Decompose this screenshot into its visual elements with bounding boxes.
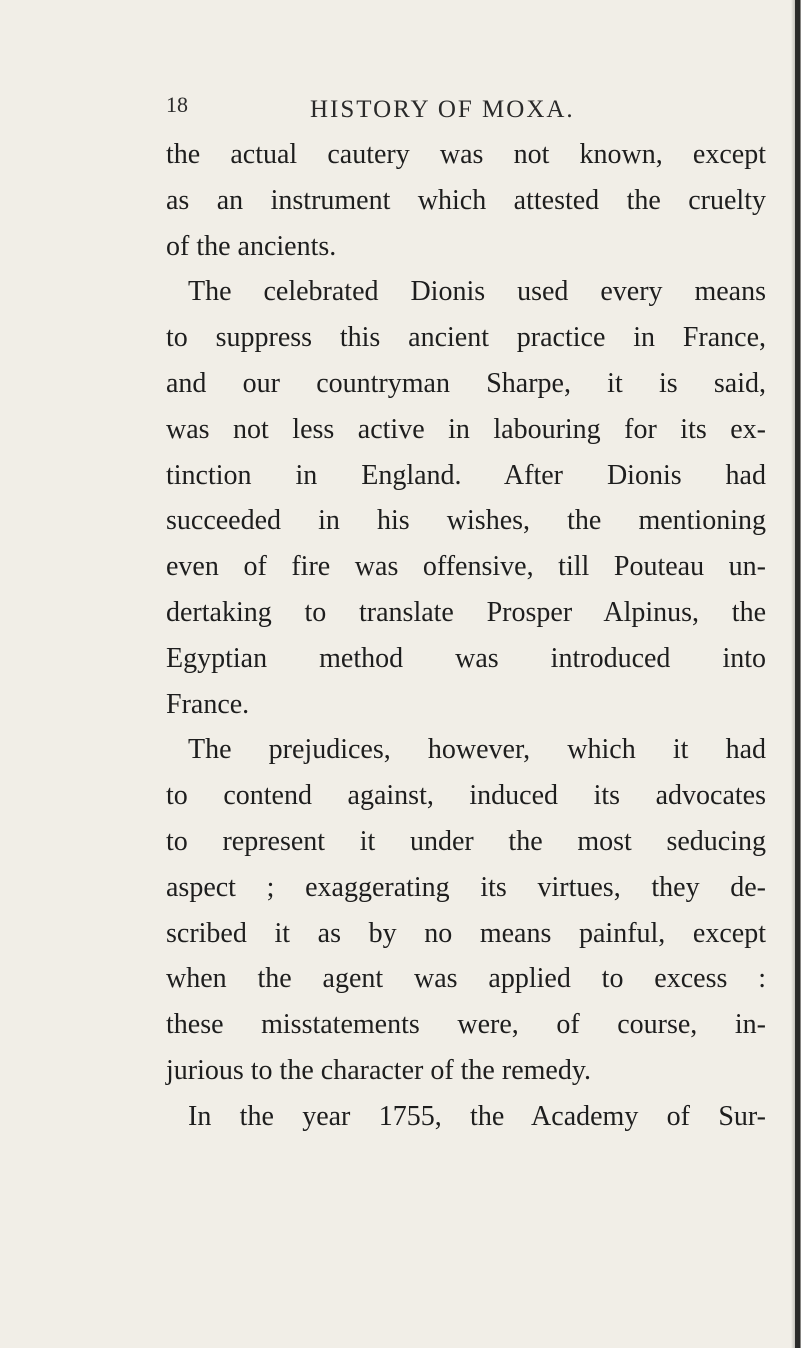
text-line: these misstatements were, of course, in- [166, 1009, 766, 1041]
text-line: when the agent was applied to excess : [166, 963, 766, 995]
text-line: scribed it as by no means painful, except [166, 917, 766, 949]
text-line: France. [166, 688, 250, 720]
page-number: 18 [166, 92, 188, 117]
text-line: The prejudices, however, which it had [188, 734, 766, 766]
text-line: and our countryman Sharpe, it is said, [166, 367, 766, 399]
body-text [166, 132, 766, 1140]
text-line: as an instrument which attested the cruelty [166, 184, 766, 216]
text-line: to contend against, induced its advocates [166, 780, 766, 812]
page-edge [795, 0, 800, 1348]
text-line: jurious to the character of the remedy. [166, 1054, 592, 1086]
text-line: Egyptian method was introduced into [166, 642, 766, 674]
text-line: tinction in England. After Dionis had [166, 459, 766, 491]
text-line: the actual cautery was not known, except [166, 139, 766, 170]
running-head: HISTORY OF MOXA. [310, 96, 575, 123]
text-line: The celebrated Dionis used every means [188, 276, 766, 308]
text-line: succeeded in his wishes, the mentioning [166, 505, 766, 537]
text-line: of the ancients. [166, 230, 337, 262]
text-line: dertaking to translate Prosper Alpinus, the [166, 596, 766, 628]
page-header [0, 92, 801, 132]
text-line: to represent it under the most seducing [166, 825, 766, 857]
text-line: aspect ; exaggerating its virtues, they de- [166, 871, 766, 903]
text-line: In the year 1755, the Academy of Sur- [188, 1100, 766, 1132]
text-line: to suppress this ancient practice in France, [166, 322, 766, 354]
text-line: even of fire was offensive, till Pouteau un- [166, 551, 766, 583]
text-line: was not less active in labouring for its ex- [166, 413, 766, 445]
